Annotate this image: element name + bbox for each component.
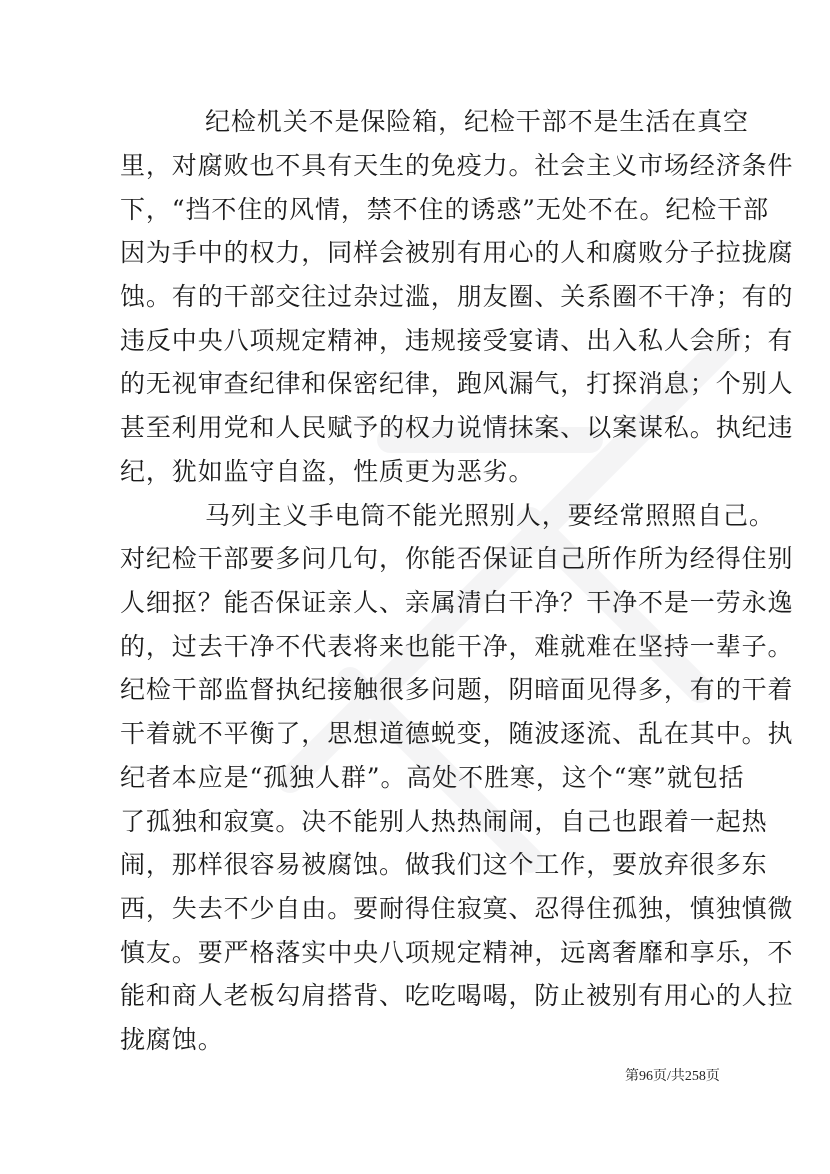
text-line: 因为手中的权力，同样会被别有用心的人和腐败分子拉拢腐 (120, 238, 794, 267)
text-line: 纪者本应是“孤独人群”。高处不胜寒，这个“寒”就包括 (120, 763, 745, 792)
text-line: 慎友。要严格落实中央八项规定精神，远离奢靡和享乐，不 (120, 938, 794, 967)
text-line: 人细抠？能否保证亲人、亲属清白干净？干净不是一劳永逸 (120, 588, 794, 617)
text-line: 干着就不平衡了，思想道德蜕变，随波逐流、乱在其中。执 (120, 719, 794, 748)
text-line: 里，对腐败也不具有天生的免疫力。社会主义市场经济条件 (120, 151, 794, 180)
text-line: 的无视审查纪律和保密纪律，跑风漏气，打探消息；个别人 (120, 369, 794, 398)
text-line: 纪检干部监督执纪接触很多问题，阴暗面见得多，有的干着 (120, 675, 794, 704)
text-line: 纪检机关不是保险箱，纪检干部不是生活在真空 (205, 107, 749, 136)
text-line: 对纪检干部要多问几句，你能否保证自己所作所为经得住别 (120, 544, 794, 573)
text-line: 下，“挡不住的风情，禁不住的诱惑”无处不在。纪检干部 (120, 195, 769, 224)
text-line: 的，过去干净不代表将来也能干净，难就难在坚持一辈子。 (120, 632, 794, 661)
text-line: 甚至利用党和人民赋予的权力说情抹案、以案谋私。执纪违 (120, 413, 794, 442)
text-line: 能和商人老板勾肩搭背、吃吃喝喝，防止被别有用心的人拉 (120, 981, 794, 1010)
text-line: 拢腐蚀。 (120, 1025, 224, 1054)
text-line: 了孤独和寂寞。决不能别人热热闹闹，自己也跟着一起热 (120, 807, 768, 836)
text-line: 蚀。有的干部交往过杂过滥，朋友圈、关系圈不干净；有的 (120, 282, 794, 311)
text-line: 闹，那样很容易被腐蚀。做我们这个工作，要放弃很多东 (120, 850, 768, 879)
page-number: 第96页/共258页 (625, 1069, 720, 1084)
text-line: 纪，犹如监守自盗，性质更为恶劣。 (120, 457, 535, 486)
text-line: 马列主义手电筒不能光照别人，要经常照照自己。 (205, 501, 775, 530)
text-line: 西，失去不少自由。要耐得住寂寞、忍得住孤独，慎独慎微 (120, 894, 794, 923)
text-line: 违反中央八项规定精神，违规接受宴请、出入私人会所；有 (120, 326, 794, 355)
